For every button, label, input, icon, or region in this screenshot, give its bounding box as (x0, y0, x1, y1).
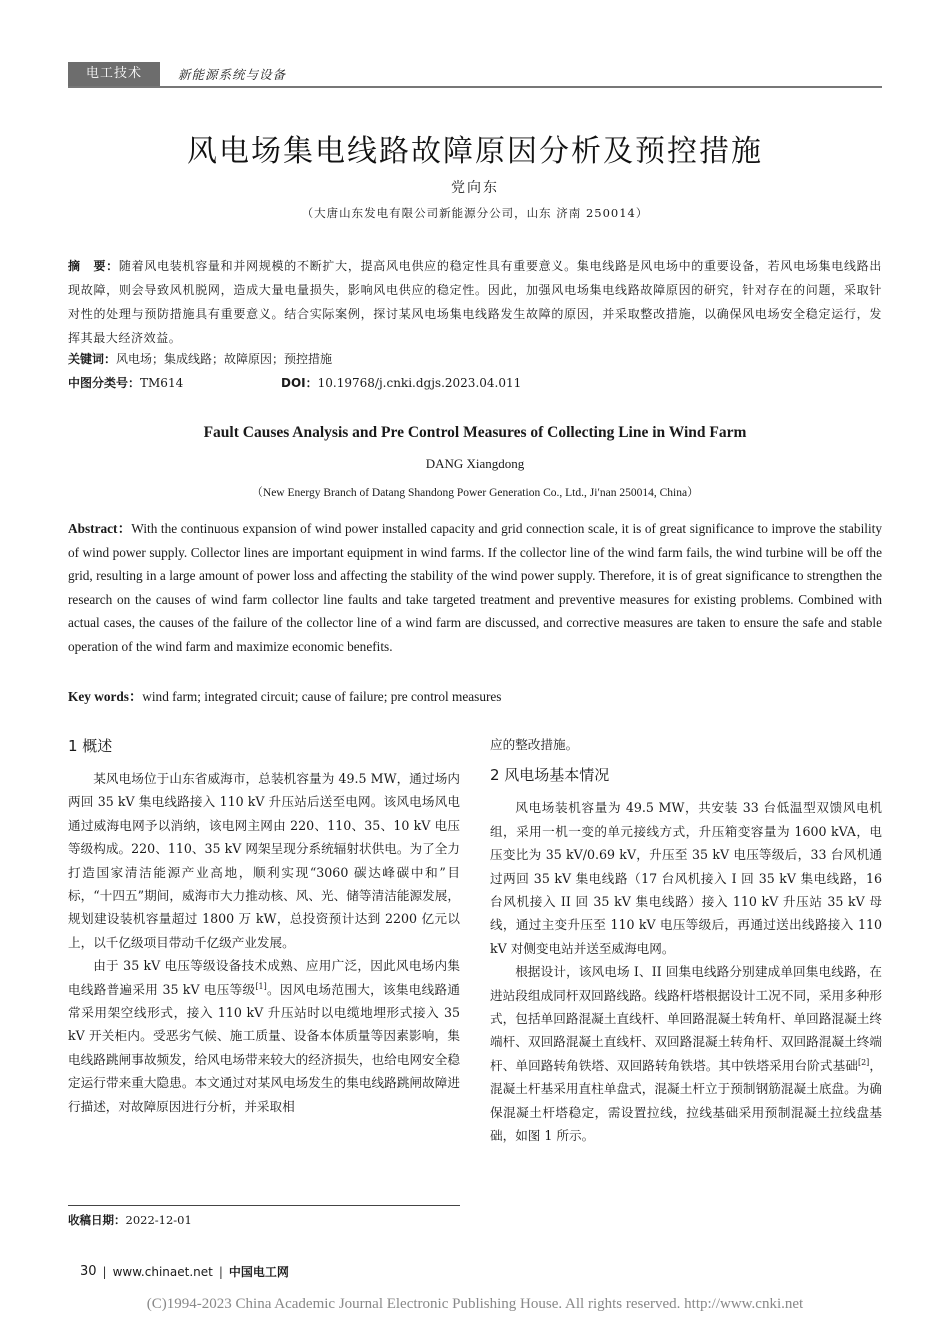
page-footer (80, 1263, 289, 1280)
classification-row (68, 373, 882, 393)
footer-separator-icon: | (102, 1264, 107, 1279)
doi-value: 10.19768/j.cnki.dgjs.2023.04.011 (317, 376, 522, 390)
paper-title-en: Fault Causes Analysis and Pre Control Measures of Collecting Line in Wind Farm (203, 424, 747, 441)
section-1-p2-part-b: 。因风电场范围大，该集电线路通常采用架空线形式，接入 110 kV 升压站时以电缆地埋形式接入 35 kV 开关柜内。受恶劣气候、施工质量、设备本体质量等因素影响，集电线路跳闸事故频发，给风电场带来较大的经济损失，也给电网安全稳定运行带来重大隐患。本文通过对某风电场发生的集电线路跳闸故障进行描述，对故障原因进行分析，并采取相 (68, 981, 460, 1114)
journal-tag: 电工技术 (68, 62, 160, 86)
section-2-p2-part-a: 根据设计，该风电场 I、II 回集电线路分别建成单回集电线路，在进站段组成同杆双回路线路。线路杆塔根据设计工况不同，采用多种形式，包括单回路混凝土直线杆、单回路混凝土转角杆、单回路混凝土终端杆、双回路混凝土直线杆、双回路混凝土转角杆、双回路混凝土终端杆、单回路转角铁塔、双回路转角铁塔。其中铁塔采用台阶式基础 (490, 964, 882, 1073)
keywords-en-text: wind farm; integrated circuit; cause of failure; pre control measures (142, 689, 502, 704)
author-en: DANG Xiangdong (425, 456, 525, 471)
section-1-heading: 1 概述 (68, 737, 113, 755)
classification-label: 中图分类号： (68, 376, 141, 390)
keywords-cn (68, 349, 882, 369)
keywords-en (68, 685, 882, 708)
section-2-paragraph-1: 风电场装机容量为 49.5 MW，共安装 33 台低温型双馈风电机组，采用一机一变的单元接线方式，升压箱变容量为 1600 kVA，电压变比为 35 kV/0.69 kV，升压至 35 kV 电压等级后，33 台风机通过两回 35 kV 集电线路（17 台风机接入 I 回 35 kV 集电线路，16 台风机接入 II 回 35 kV 集电线路）接入 110 kV 升压站 35 kV 母线，通过主变升压至 110 kV 电压等级后，再通过送出线路接入 110 kV 对侧变电站并送至威海电网。 (490, 800, 882, 956)
left-column (68, 733, 460, 1118)
abstract-en-label: Abstract： (68, 521, 132, 536)
abstract-cn-text: 随着风电装机容量和并网规模的不断扩大，提高风电供应的稳定性具有重要意义。集电线路是风电场中的重要设备，若风电场集电线路出现故障，则会导致风机脱网，造成大量电量损失，影响风电供应的稳定性。因此，加强风电场集电线路故障原因的研究，针对存在的问题，采取针对性的处理与预防措施具有重要意义。结合实际案例，探讨某风电场集电线路发生故障的原因，并采取整改措施，以确保风电场安全稳定运行，发挥其最大经济效益。 (68, 259, 882, 345)
running-header (68, 62, 882, 88)
affiliation: （大唐山东发电有限公司新能源分公司，山东 济南 250014） (301, 206, 649, 220)
journal-section: 新能源系统与设备 (178, 67, 287, 82)
received-date-value: 2022-12-01 (125, 1213, 192, 1227)
section-2-p2-part-b: ，混凝土杆基采用直柱单盘式，混凝土杆立于预制钢筋混凝土底盘。为确保混凝土杆塔稳定，需设置拉线，拉线基础采用预制混凝土拉线盘基础，如图 1 所示。 (490, 1057, 883, 1144)
classification-value: TM614 (140, 376, 184, 390)
footer-brand: 中国电工网 (228, 1265, 289, 1279)
citation-2[interactable]: [2] (857, 1057, 870, 1067)
section-1-p2-part-a: 由于 35 kV 电压等级设备技术成熟、应用广泛，因此风电场内集电线路普遍采用 35 kV 电压等级 (68, 958, 460, 997)
keywords-en-label: Key words： (68, 689, 143, 704)
page-number: 30 (80, 1264, 97, 1279)
affiliation-en: （New Energy Branch of Datang Shandong Power Generation Co., Ltd., Ji′nan 250014, China） (251, 487, 699, 499)
abstract-cn-label: 摘 要： (68, 259, 119, 273)
section-1-paragraph-2-continued: 应的整改措施。 (490, 737, 579, 752)
paper-title: 风电场集电线路故障原因分析及预控措施 (187, 134, 763, 169)
abstract-en (68, 517, 882, 659)
footer-separator-icon: | (218, 1264, 223, 1279)
keywords-cn-label: 关键词： (68, 352, 117, 366)
abstract-en-text: With the continuous expansion of wind power installed capacity and grid connection scale, it is of great significance to improve the stability of wind power supply. Collector lines are important equipment in wind farms. If the collector line of the wind farm fails, the wind turbine will be off the grid, resulting in a large amount of power loss and affecting the stability of the wind power supply. Therefore, it is of great significance to strengthen the research on the causes of wind farm collector line faults and take targeted treatment and preventive measures for existing problems. Combined with actual cases, the causes of the failure of the collector line of a wind farm are discussed, and corrective measures are taken to ensure the safe and stable operation of the wind farm and maximize economic benefits. (68, 521, 882, 654)
citation-1[interactable]: [1] (255, 981, 267, 991)
received-date-footnote (68, 1205, 460, 1228)
abstract-cn (68, 254, 882, 350)
doi (281, 373, 521, 393)
doi-label: DOI： (281, 376, 318, 390)
section-1-paragraph-1: 某风电场位于山东省威海市，总装机容量为 49.5 MW，通过场内两回 35 kV 集电线路接入 110 kV 升压站后送至电网。该风电场风电通过威海电网予以消纳，该电网主网由 220、110、35、10 kV 电压等级构成。220、110、35 kV 网架呈现分系统辐射状供电。为了全力打造国家清洁能源产业高地，顺利实现“3060 碳达峰碳中和”目标，“十四五”期间，威海市大力推动核、风、光、储等清洁能源发展，规划建设装机容量超过 1800 万 kW，总投资预计达到 2200 亿元以上，以千亿级项目带动千亿级产业发展。 (68, 771, 460, 950)
section-2-paragraph-2 (490, 960, 882, 1147)
footer-site-link[interactable]: www.chinaet.net (112, 1264, 213, 1279)
keywords-cn-text: 风电场；集成线路；故障原因；预控措施 (116, 352, 333, 366)
author: 党向东 (451, 180, 499, 196)
section-1-paragraph-2 (68, 954, 460, 1118)
copyright-line: (C)1994-2023 China Academic Journal Electronic Publishing House. All rights reserved. http://www.cnki.net (146, 1296, 804, 1312)
received-date-label: 收稿日期： (68, 1213, 126, 1227)
right-column (490, 733, 882, 1148)
section-2-heading: 2 风电场基本情况 (490, 766, 610, 785)
